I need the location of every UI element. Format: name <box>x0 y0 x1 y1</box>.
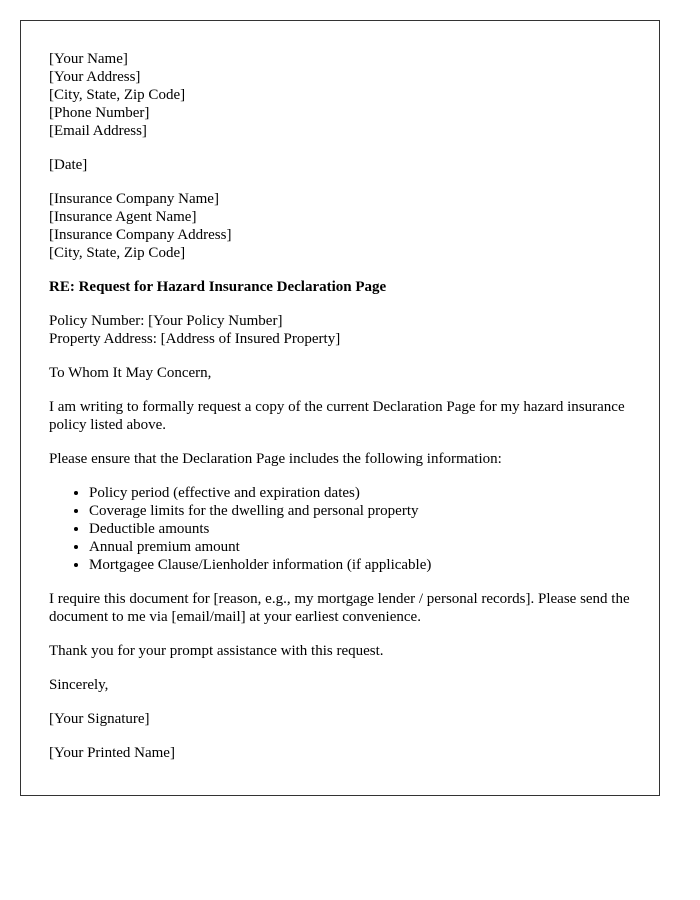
signature-placeholder: [Your Signature] <box>49 711 150 727</box>
printed-name-placeholder: [Your Printed Name] <box>49 745 175 761</box>
sender-email: [Email Address] <box>49 123 147 139</box>
sender-name: [Your Name] <box>49 51 128 67</box>
recipient-city-state-zip: [City, State, Zip Code] <box>49 245 186 261</box>
recipient-block <box>49 190 631 262</box>
body-paragraph-includes: Please ensure that the Declaration Page includes the following information: <box>49 451 502 467</box>
policy-info-block <box>49 312 631 348</box>
recipient-company: [Insurance Company Name] <box>49 191 219 207</box>
sender-block <box>49 50 631 140</box>
list-item: • Mortgagee Clause/Lienholder information (if applicable) <box>89 556 631 574</box>
property-address-line: Property Address: [Address of Insured Property] <box>49 331 341 347</box>
closing: Sincerely, <box>49 677 109 693</box>
sender-address: [Your Address] <box>49 69 141 85</box>
list-item: • Annual premium amount <box>89 538 631 556</box>
recipient-agent: [Insurance Agent Name] <box>49 209 197 225</box>
body-paragraph-thanks: Thank you for your prompt assistance with this request. <box>49 643 384 659</box>
list-item: • Deductible amounts <box>89 520 631 538</box>
body-paragraph-request: I am writing to formally request a copy of the current Declaration Page for my hazard insurance policy listed above. <box>49 399 625 433</box>
requested-items-list <box>49 484 631 574</box>
body-paragraph-reason: I require this document for [reason, e.g., my mortgage lender / personal records]. Please send the document to me via [email/mail] at your earliest convenience. <box>49 591 630 625</box>
policy-number-line: Policy Number: [Your Policy Number] <box>49 313 283 329</box>
letter-document <box>20 20 660 796</box>
list-item: • Coverage limits for the dwelling and personal property <box>89 502 631 520</box>
salutation: To Whom It May Concern, <box>49 365 212 381</box>
subject-line: RE: Request for Hazard Insurance Declaration Page <box>49 279 387 295</box>
sender-city-state-zip: [City, State, Zip Code] <box>49 87 186 103</box>
letter-date: [Date] <box>49 157 88 173</box>
sender-phone: [Phone Number] <box>49 105 150 121</box>
recipient-address: [Insurance Company Address] <box>49 227 232 243</box>
list-item: • Policy period (effective and expiration dates) <box>89 484 631 502</box>
